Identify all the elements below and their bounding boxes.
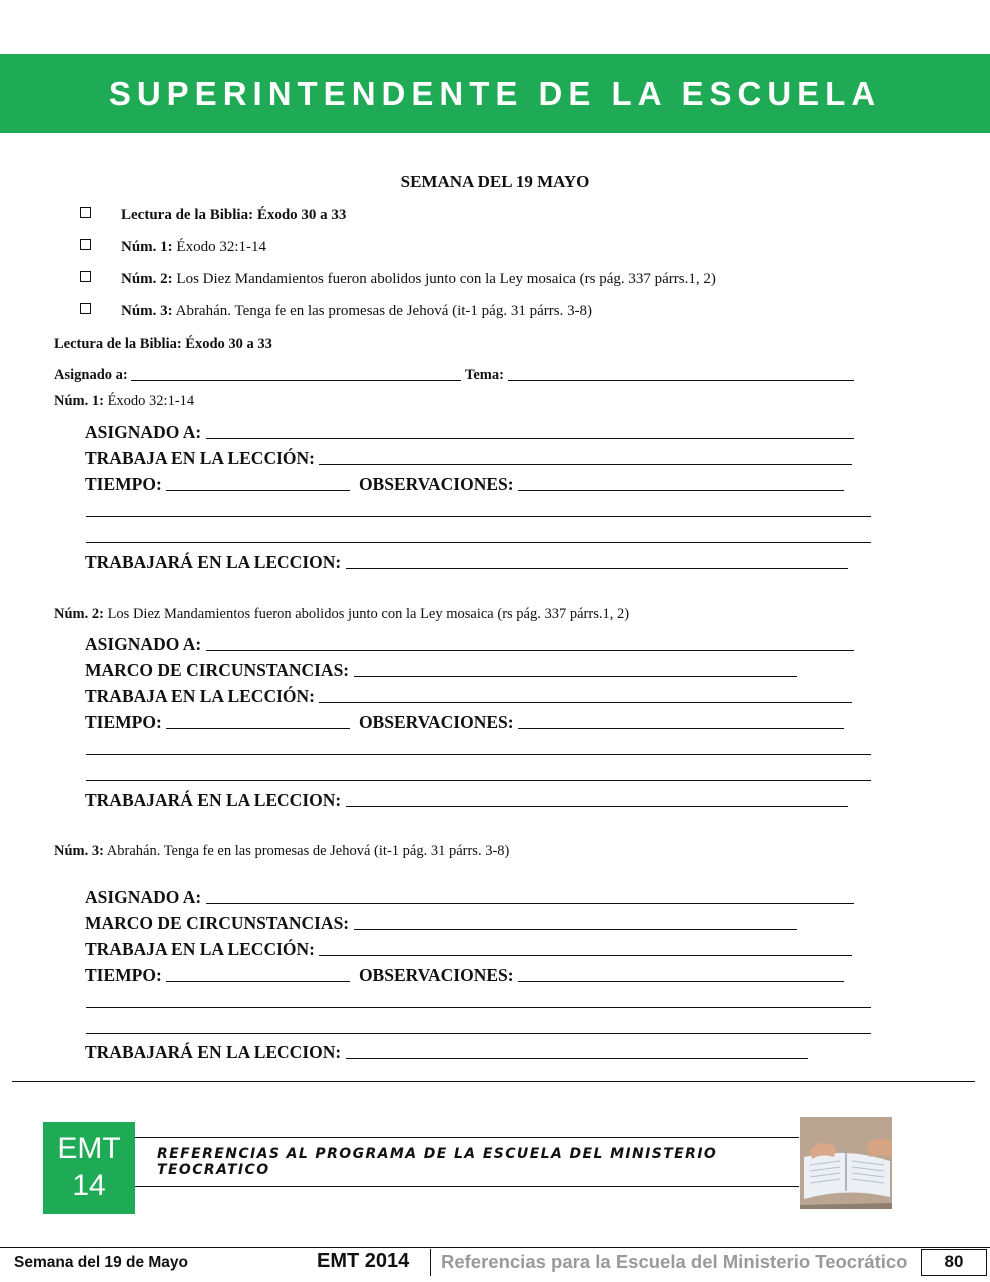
section-1-heading: Núm. 1: Éxodo 32:1-14 bbox=[54, 393, 195, 409]
s3-time-row: TIEMPO: OBSERVACIONES: bbox=[85, 965, 844, 986]
s2-assigned-row: ASIGNADO A: bbox=[85, 634, 854, 655]
s3-observations-line[interactable] bbox=[86, 1007, 871, 1008]
s3-setting-field[interactable] bbox=[354, 913, 797, 930]
section-2-heading: Núm. 2: Los Diez Mandamientos fueron abolidos junto con la Ley mosaica (rs pág. 337 párrs.1, 2) bbox=[54, 606, 630, 622]
s3-time-field[interactable] bbox=[166, 965, 350, 982]
s3-working-row: TRABAJA EN LA LECCIÓN: bbox=[85, 939, 852, 960]
references-banner bbox=[135, 1137, 799, 1187]
s1-working-row: TRABAJA EN LA LECCIÓN: bbox=[85, 448, 852, 469]
s2-time-row: TIEMPO: OBSERVACIONES: bbox=[85, 712, 844, 733]
footer-title: Referencias para la Escuela del Ministerio Teocrático bbox=[441, 1251, 908, 1272]
checkbox-icon[interactable] bbox=[80, 271, 91, 282]
divider bbox=[12, 1081, 975, 1082]
checklist-item-2: Núm. 2: Los Diez Mandamientos fueron abolidos junto con la Ley mosaica (rs pág. 337 párrs.1, 2) bbox=[80, 271, 716, 288]
reading-assigned-field[interactable] bbox=[131, 366, 461, 381]
s1-observations-line[interactable] bbox=[86, 542, 871, 543]
s1-working-field[interactable] bbox=[319, 448, 852, 465]
checklist-item-3: Núm. 3: Abrahán. Tenga fe en las promesas de Jehová (it-1 pág. 31 párrs. 3-8) bbox=[80, 303, 592, 320]
s3-next-field[interactable] bbox=[346, 1042, 808, 1059]
references-title: REFERENCIAS AL PROGRAMA DE LA ESCUELA DEL MINISTERIO TEOCRATICO bbox=[157, 1146, 718, 1178]
s2-working-field[interactable] bbox=[319, 686, 852, 703]
footer-separator bbox=[430, 1249, 431, 1276]
footer-emt: EMT 2014 bbox=[317, 1250, 410, 1272]
s1-assigned-row: ASIGNADO A: bbox=[85, 422, 854, 443]
week-heading: SEMANA DEL 19 MAYO bbox=[400, 172, 590, 191]
s3-working-field[interactable] bbox=[319, 939, 852, 956]
s1-next-row: TRABAJARÁ EN LA LECCION: bbox=[85, 552, 848, 573]
emt-badge: EMT 14 bbox=[43, 1122, 135, 1214]
s2-next-row: TRABAJARÁ EN LA LECCION: bbox=[85, 790, 848, 811]
s2-time-field[interactable] bbox=[166, 712, 350, 729]
s2-observations-line[interactable] bbox=[86, 780, 871, 781]
s3-setting-row: MARCO DE CIRCUNSTANCIAS: bbox=[85, 913, 797, 934]
reading-theme-field[interactable] bbox=[508, 366, 854, 381]
footer-rule bbox=[0, 1247, 990, 1248]
checklist-item-reading: Lectura de la Biblia: Éxodo 30 a 33 bbox=[80, 207, 346, 224]
s3-assigned-row: ASIGNADO A: bbox=[85, 887, 854, 908]
s1-assigned-field[interactable] bbox=[206, 422, 854, 439]
footer-week: Semana del 19 de Mayo bbox=[14, 1254, 189, 1271]
s1-time-row: TIEMPO: OBSERVACIONES: bbox=[85, 474, 844, 495]
open-bible-photo bbox=[800, 1117, 892, 1209]
s2-working-row: TRABAJA EN LA LECCIÓN: bbox=[85, 686, 852, 707]
page-banner bbox=[0, 54, 990, 133]
s2-next-field[interactable] bbox=[346, 790, 848, 807]
banner-title: SUPERINTENDENTE DE LA ESCUELA bbox=[108, 74, 882, 112]
s3-observations-field[interactable] bbox=[518, 965, 844, 982]
section-3-heading: Núm. 3: Abrahán. Tenga fe en las promesas de Jehová (it-1 pág. 31 párrs. 3-8) bbox=[54, 843, 510, 859]
s2-assigned-field[interactable] bbox=[206, 634, 854, 651]
checkbox-icon[interactable] bbox=[80, 303, 91, 314]
s1-observations-field[interactable] bbox=[518, 474, 844, 491]
s1-observations-line[interactable] bbox=[86, 516, 871, 517]
s2-setting-field[interactable] bbox=[354, 660, 797, 677]
checkbox-icon[interactable] bbox=[80, 239, 91, 250]
s3-assigned-field[interactable] bbox=[206, 887, 854, 904]
reading-heading: Lectura de la Biblia: Éxodo 30 a 33 bbox=[54, 336, 272, 352]
s3-observations-line[interactable] bbox=[86, 1033, 871, 1034]
s3-next-row: TRABAJARÁ EN LA LECCION: bbox=[85, 1042, 808, 1063]
s1-time-field[interactable] bbox=[166, 474, 350, 491]
s2-setting-row: MARCO DE CIRCUNSTANCIAS: bbox=[85, 660, 797, 681]
page-number: 80 bbox=[921, 1249, 987, 1276]
checkbox-icon[interactable] bbox=[80, 207, 91, 218]
reading-assigned-row: Asignado a: Tema: bbox=[54, 366, 854, 384]
checklist-item-1: Núm. 1: Éxodo 32:1-14 bbox=[80, 239, 266, 256]
s2-observations-line[interactable] bbox=[86, 754, 871, 755]
s1-next-field[interactable] bbox=[346, 552, 848, 569]
s2-observations-field[interactable] bbox=[518, 712, 844, 729]
